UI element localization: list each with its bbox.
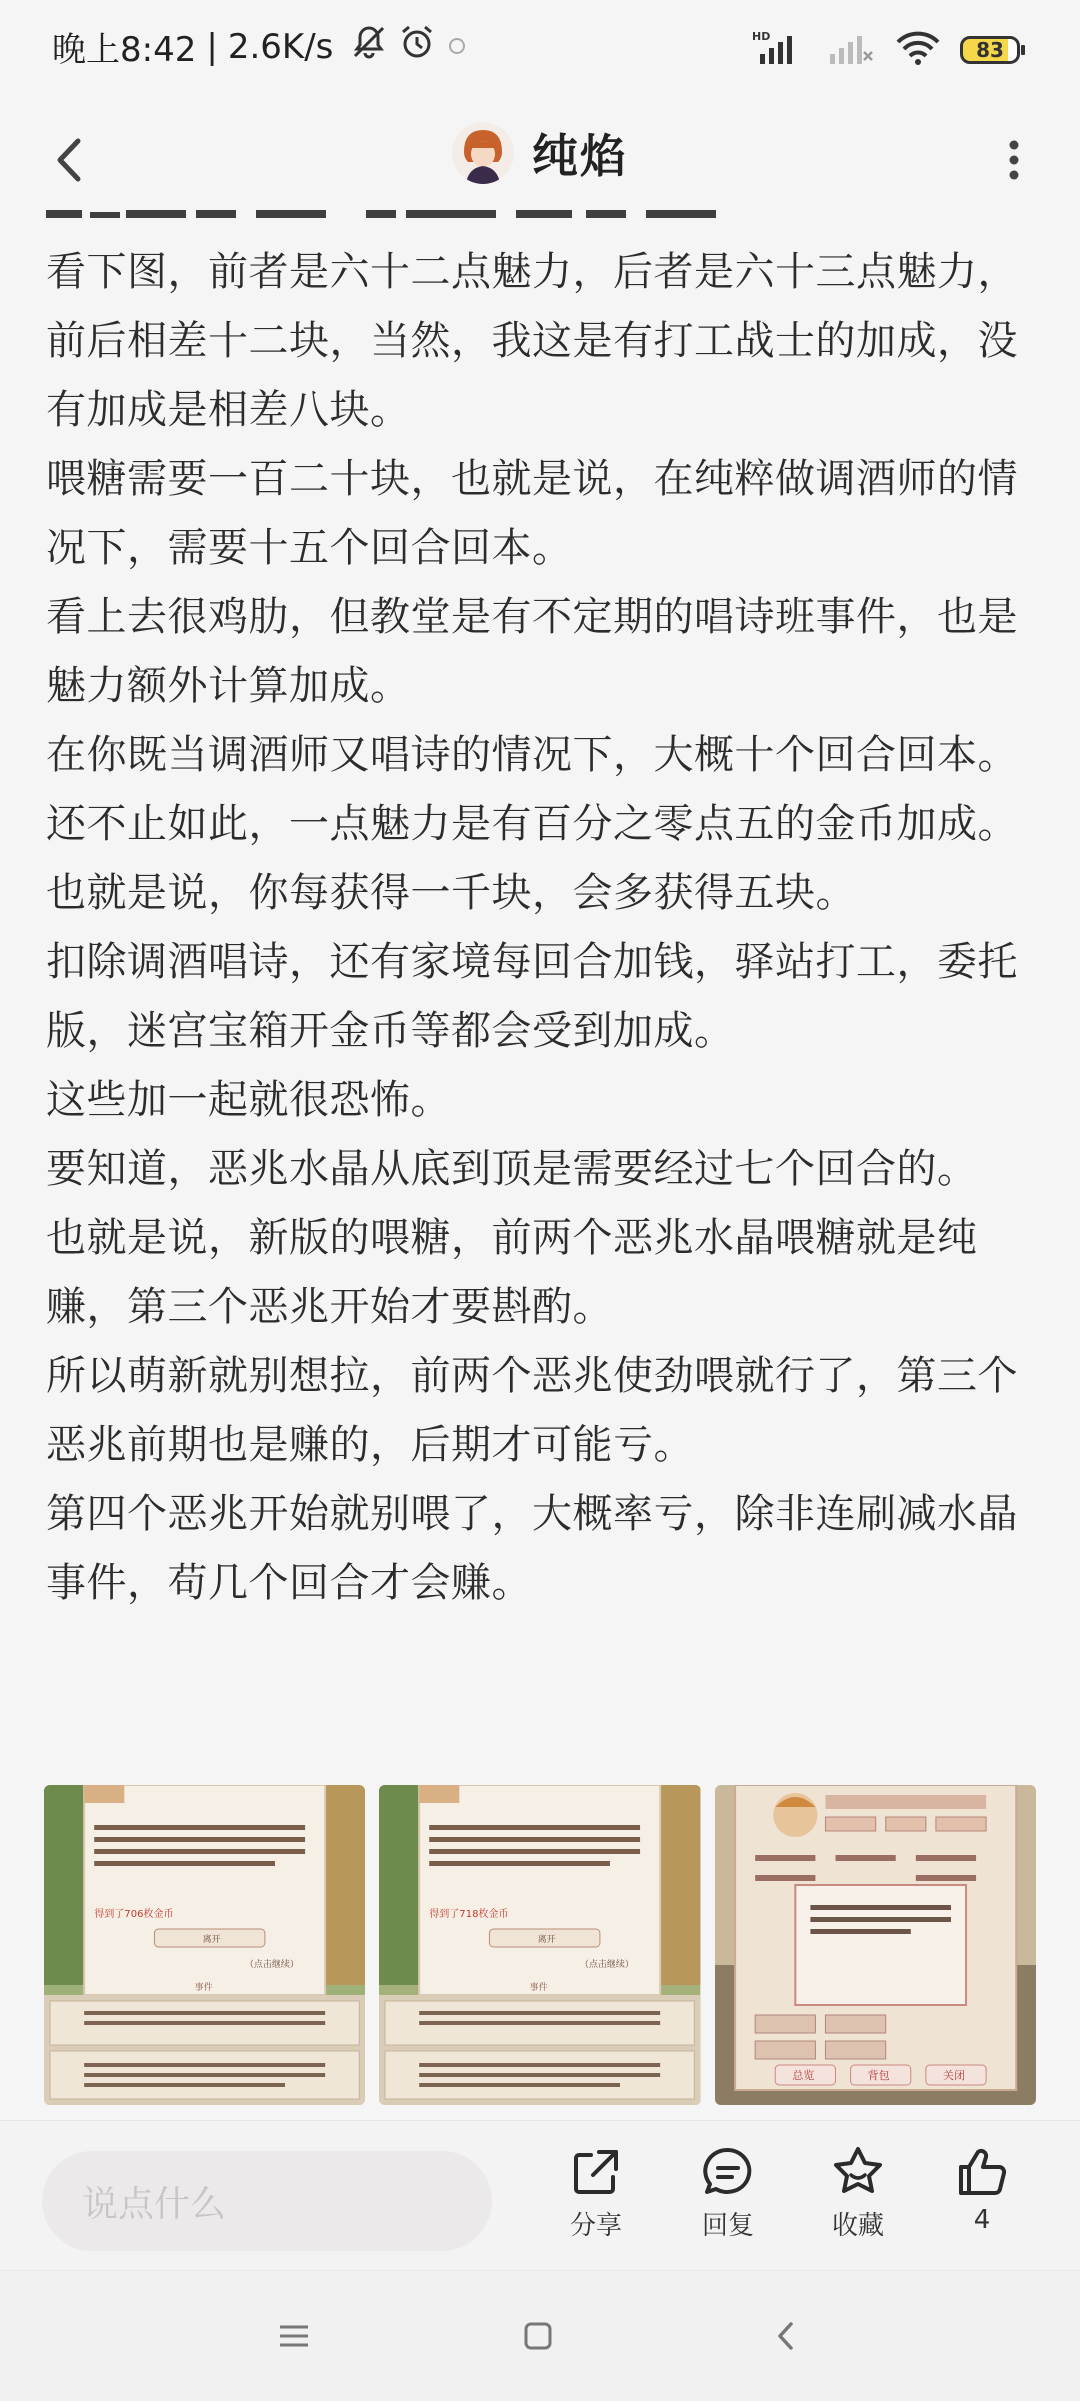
leave-button-text: 离开 xyxy=(202,1935,221,1945)
signal-icon xyxy=(752,30,808,70)
menu-icon xyxy=(277,2321,311,2351)
alarm-icon xyxy=(397,22,437,71)
gold-gain-text: 得到了706枚金币 xyxy=(94,1909,174,1920)
post-images xyxy=(44,1785,1036,2105)
bag-button-text: 背包 xyxy=(867,2069,890,2082)
continue-hint: （点击继续） xyxy=(580,1960,635,1970)
comment-bubble-icon xyxy=(701,2145,755,2199)
back-triangle-icon xyxy=(771,2319,801,2353)
post-image-2[interactable] xyxy=(379,1785,700,2105)
misc-status-icon xyxy=(445,27,469,67)
status-time: 晚上8:42 xyxy=(52,30,197,70)
nav-back-button[interactable] xyxy=(756,2311,816,2361)
thumbs-up-icon xyxy=(955,2145,1009,2199)
status-right xyxy=(752,30,1020,70)
scrolled-off-text xyxy=(46,210,746,236)
event-label: 事件 xyxy=(194,1983,213,1993)
comment-placeholder: 说点什么 xyxy=(82,2183,227,2225)
post-paragraph: 所以萌新就别想拉，前两个恶兆使劲喂就行了，第三个恶兆前期也是赚的，后期才可能亏。 xyxy=(46,1353,1018,1468)
post-paragraph: 要知道，恶兆水晶从底到顶是需要经过七个回合的。 xyxy=(46,1146,978,1192)
page-title: 纯焰 xyxy=(532,129,628,183)
post-image-1[interactable] xyxy=(44,1785,365,2105)
continue-hint: （点击继续） xyxy=(244,1960,299,1970)
status-left xyxy=(52,22,469,71)
share-label: 分享 xyxy=(569,2211,622,2241)
favorite-button[interactable] xyxy=(808,2145,908,2242)
post-paragraph: 扣除调酒唱诗，还有家境每回合加钱，驿站打工，委托版，迷宫宝箱开金币等都会受到加成。 xyxy=(46,939,1018,1054)
post-image-3[interactable] xyxy=(715,1785,1036,2105)
avatar[interactable] xyxy=(452,122,514,184)
leave-button-text: 离开 xyxy=(537,1935,557,1945)
post-paragraph: 这些加一起就很恐怖。 xyxy=(46,1077,451,1123)
share-icon xyxy=(569,2145,623,2199)
wifi-icon xyxy=(894,30,942,70)
post-paragraph: 还不止如此，一点魅力是有百分之零点五的金币加成。 xyxy=(46,801,1018,847)
mute-icon xyxy=(349,22,389,71)
like-count: 4 xyxy=(973,2205,991,2235)
post-paragraph: 喂糖需要一百二十块，也就是说，在纯粹做调酒师的情况下，需要十五个回合回本。 xyxy=(46,456,1018,571)
post-content xyxy=(46,238,1036,1768)
comment-input[interactable] xyxy=(42,2151,492,2251)
system-nav-bar xyxy=(0,2270,1080,2401)
gold-gain-text: 得到了718枚金币 xyxy=(429,1909,509,1920)
reply-button[interactable] xyxy=(678,2145,778,2242)
top-header xyxy=(0,110,1080,210)
menu-button[interactable] xyxy=(264,2311,324,2361)
favorite-label: 收藏 xyxy=(831,2211,884,2241)
post-paragraph: 第四个恶兆开始就别喂了，大概率亏，除非连刷减水晶事件，苟几个回合才会赚。 xyxy=(46,1491,1018,1606)
battery-level: 83 xyxy=(976,38,1004,62)
post-paragraph: 也就是说，新版的喂糖，前两个恶兆水晶喂糖就是纯赚，第三个恶兆开始才要斟酌。 xyxy=(46,1215,978,1330)
more-button[interactable] xyxy=(984,130,1044,190)
star-icon xyxy=(830,2145,886,2199)
event-label: 事件 xyxy=(529,1983,549,1993)
title-wrap xyxy=(0,120,1080,186)
overview-button-text: 总览 xyxy=(791,2069,815,2082)
signal-hd-label: HD xyxy=(752,30,771,43)
more-vertical-icon xyxy=(1004,135,1024,185)
home-button[interactable] xyxy=(508,2311,568,2361)
battery-icon xyxy=(960,36,1020,64)
bottom-action-bar xyxy=(0,2120,1080,2271)
close-button-text: 关闭 xyxy=(942,2069,965,2082)
post-paragraph: 也就是说，你每获得一千块，会多获得五块。 xyxy=(46,870,856,916)
post-paragraph: 在你既当调酒师又唱诗的情况下，大概十个回合回本。 xyxy=(46,732,1018,778)
home-square-icon xyxy=(521,2319,555,2353)
status-separator: | xyxy=(206,26,218,67)
share-button[interactable] xyxy=(546,2145,646,2242)
post-paragraph: 看下图，前者是六十二点魅力，后者是六十三点魅力，前后相差十二块，当然，我这是有打工战士的加成，没有加成是相差八块。 xyxy=(46,249,1018,433)
post-paragraph: 看上去很鸡肋，但教堂是有不定期的唱诗班事件，也是魅力额外计算加成。 xyxy=(46,594,1018,709)
reply-label: 回复 xyxy=(701,2211,754,2241)
signal-2-icon xyxy=(826,30,876,70)
status-bar xyxy=(0,0,1080,100)
network-speed: 2.6K/s xyxy=(227,26,334,67)
like-button[interactable] xyxy=(932,2145,1032,2235)
